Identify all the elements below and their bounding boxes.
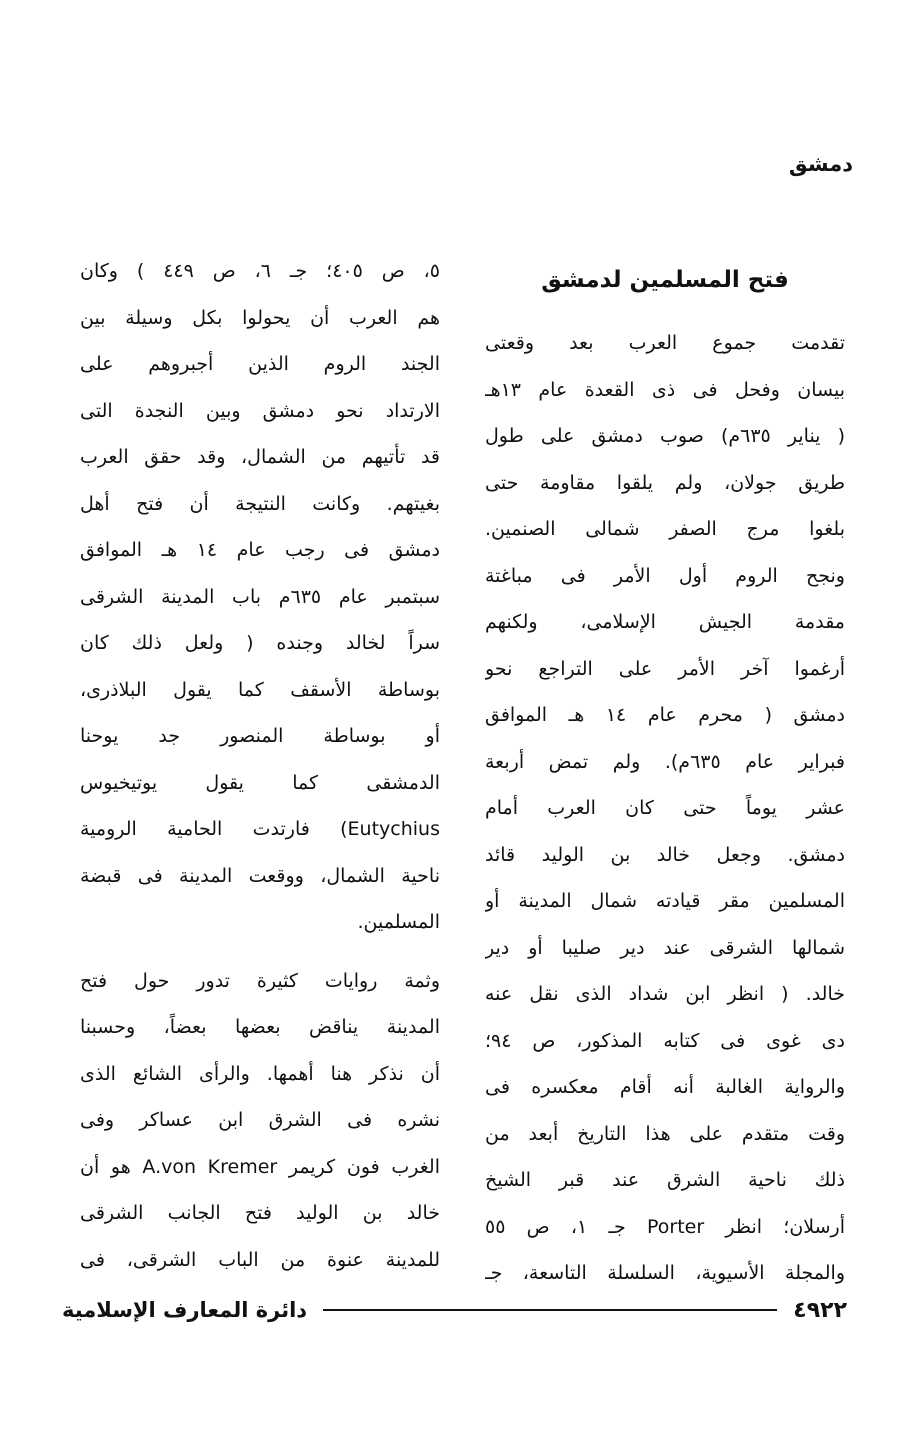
text-line: قد تأتيهم من الشمال، وقد حقق العرب [80, 446, 440, 468]
text-line: دمشق فى رجب عام ١٤ هـ الموافق [80, 539, 440, 561]
paragraph-gap [80, 946, 440, 958]
text-line: وثمة روايات كثيرة تدور حول فتح [80, 969, 440, 992]
text-line: مقدمة الجيش الإسلامى، ولكنهم [485, 611, 845, 633]
text-line: ذلك ناحية الشرق عند قبر الشيخ [485, 1169, 845, 1191]
text-line: بيسان وفحل فى ذى القعدة عام ١٣هـ [485, 378, 845, 401]
text-line: هم العرب أن يحولوا بكل وسيلة بين [80, 306, 440, 329]
section-title: فتح المسلمين لدمشق [541, 267, 789, 293]
text-line: فبراير عام ٦٣٥م). ولم تمض أربعة [485, 750, 845, 773]
text-line: أو بوساطة المنصور جد يوحنا [80, 725, 440, 747]
text-line: والرواية الغالبة أنه أقام معكسره فى [485, 1076, 845, 1098]
text-line: دى غوى فى كتابه المذكور، ص ٩٤؛ [485, 1029, 845, 1052]
right-column-text [485, 320, 845, 1297]
text-line: بلغوا مرج الصفر شمالى الصنمين. [485, 518, 845, 540]
text-line: Eutychius) فارتدت الحامية الرومية [80, 818, 440, 840]
text-line: ٥، ص ٤٠٥؛ جـ ٦، ص ٤٤٩ ) وكان [80, 260, 440, 282]
left-paragraph-1 [80, 248, 440, 946]
text-line: بغيتهم. وكانت النتيجة أن فتح أهل [80, 492, 440, 515]
page-number: ٤٩٢٢ [793, 1297, 847, 1323]
left-paragraph-2 [80, 958, 440, 1284]
text-line: ونجح الروم أول الأمر فى مباغتة [485, 564, 845, 587]
text-line: سراً لخالد وجنده ( ولعل ذلك كان [80, 632, 440, 654]
text-line: طريق جولان، ولم يلقوا مقاومة حتى [485, 471, 845, 494]
page-footer [62, 1290, 847, 1330]
running-head: دمشق [788, 152, 853, 176]
text-line: ناحية الشمال، ووقعت المدينة فى قبضة [80, 864, 440, 887]
text-line: خالد. ( انظر ابن شداد الذى نقل عنه [485, 983, 845, 1005]
text-line: نشره فى الشرق ابن عساكر وفى [80, 1109, 440, 1131]
footer-rule [323, 1309, 777, 1311]
text-line: شمالها الشرقى عند دير صليبا أو دير [485, 936, 845, 959]
text-line: دمشق ( محرم عام ١٤ هـ الموافق [485, 704, 845, 726]
text-line: عشر يوماً حتى كان العرب أمام [485, 797, 845, 819]
text-line: خالد بن الوليد فتح الجانب الشرقى [80, 1202, 440, 1224]
text-line: للمدينة عنوة من الباب الشرقى، فى [80, 1248, 440, 1271]
text-line: الغرب فون كريمر A.von Kremer هو أن [80, 1155, 440, 1178]
text-line: الدمشقى كما يقول يوتيخيوس [80, 771, 440, 794]
text-line: سبتمبر عام ٦٣٥م باب المدينة الشرقى [80, 585, 440, 608]
text-line: أرسلان؛ انظر Porter جـ ١، ص ٥٥ [485, 1215, 845, 1238]
text-line: أن نذكر هنا أهمها. والرأى الشائع الذى [80, 1062, 440, 1085]
text-line: المسلمين. [357, 911, 440, 933]
text-line: وقت متقدم على هذا التاريخ أبعد من [485, 1122, 845, 1145]
text-line: بوساطة الأسقف كما يقول البلاذرى، [80, 678, 440, 701]
text-line: أرغموا آخر الأمر على التراجع نحو [485, 657, 845, 680]
text-line: المسلمين مقر قيادته شمال المدينة أو [485, 890, 845, 912]
series-title: دائرة المعارف الإسلامية [62, 1298, 308, 1322]
text-line: الجند الروم الذين أجبروهم على [80, 353, 440, 375]
left-column [80, 248, 440, 1283]
text-line: الارتداد نحو دمشق وبين النجدة التى [80, 399, 440, 422]
right-column [485, 248, 845, 1297]
text-line: والمجلة الأسيوية، السلسلة التاسعة، جـ [485, 1262, 845, 1284]
text-line: دمشق. وجعل خالد بن الوليد قائد [485, 843, 845, 866]
text-line: المدينة يناقض بعضها بعضاً، وحسبنا [80, 1016, 440, 1038]
text-line: تقدمت جموع العرب بعد وقعتى [485, 332, 845, 354]
text-line: ( يناير ٦٣٥م) صوب دمشق على طول [485, 425, 845, 447]
